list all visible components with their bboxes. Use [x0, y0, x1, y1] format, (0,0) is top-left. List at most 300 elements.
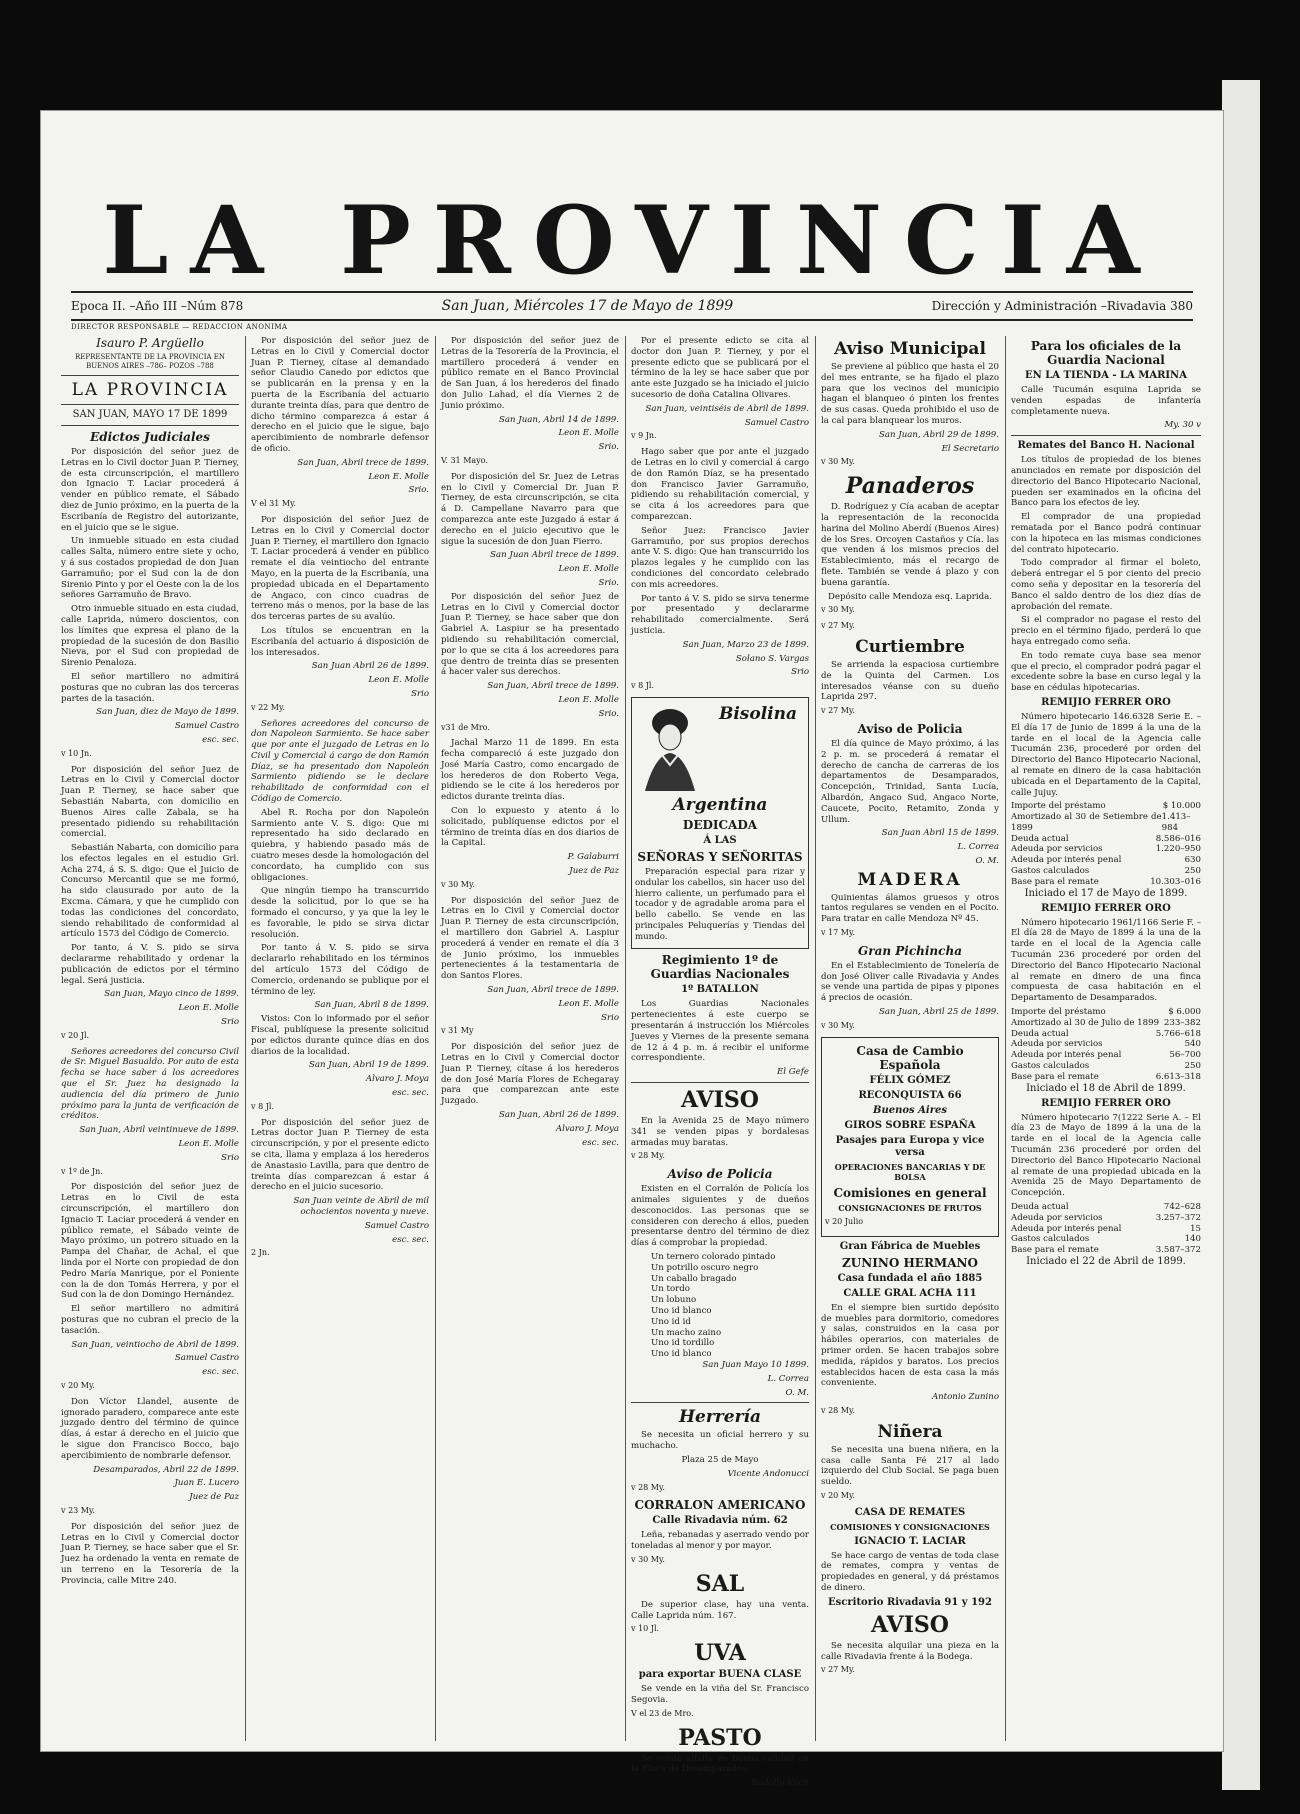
ad-expiry: v 17 My. — [821, 928, 855, 938]
ad-title: SAL — [695, 1570, 745, 1597]
edict-expiry: v 23 My. — [61, 1505, 95, 1515]
ledger-value: $ 6.000 — [1168, 1007, 1201, 1018]
edict-expiry: v 31 My — [441, 1026, 474, 1036]
ad-title: CORRALON AMERICANO — [634, 1498, 806, 1513]
ledger-label: Deuda actual — [1011, 1028, 1069, 1039]
ad-subtitle: DEDICADA — [682, 817, 758, 832]
edict-paragraph: Vistos: Con lo informado por el señor Fiscal, publíquese la presente solicitud por edictos durante quince días en dos diarios de la localidad. — [251, 1014, 429, 1057]
edict-signature-name: Leon E. Molle — [558, 428, 619, 439]
edict-signature-role: Juez de Paz — [569, 866, 619, 877]
ledger-row — [1011, 855, 1201, 866]
edict-signature-role: Srio — [601, 1012, 619, 1023]
ad-subtitle: EN LA TIENDA - LA MARINA — [1025, 370, 1187, 381]
ledger-row — [1011, 1202, 1201, 1213]
column-rule — [245, 336, 246, 1741]
agent-name: Isauro P. Argüello — [96, 336, 204, 350]
edict-signature-place: San Juan Abril 26 de 1899. — [311, 661, 429, 672]
animal-list-item: Un potrillo oscuro negro — [651, 1262, 759, 1273]
animal-list-item: Uno id tordillo — [651, 1338, 715, 1349]
edict-signature-name: Samuel Castro — [744, 417, 809, 428]
ledger-value: 5.766–618 — [1155, 1028, 1201, 1039]
ad-subtitle: Casa fundada el año 1885 — [837, 1272, 983, 1284]
ad-expiry: v 27 My. — [821, 1665, 855, 1675]
animal-list-item: Un macho zaino — [651, 1327, 722, 1338]
edict-signature-name: Leon E. Molle — [558, 564, 619, 575]
ad-text: Todo comprador al firmar el boleto, deberá entregar el 5 por ciento del precio como seña y depositar en la tesorería del Banco el saldo dentro de los diez días de aprobación del remate. — [1011, 558, 1201, 612]
ad-title: Bisolina — [718, 703, 798, 724]
edict-paragraph: Hago saber que por ante el juzgado de Letras en lo civil y comercial á cargo de don Ramón Díaz, se ha presentado don Francisco Javier Garramuño, pidiendo su rehabilitación comercial, y se cita á los acreedores para que comparezcan. — [631, 447, 809, 522]
ad-subtitle: 1º BATALLON — [681, 984, 759, 996]
ad-signature: Rodolfo Koch — [751, 1778, 809, 1789]
animal-list-item: Un caballo bragado — [651, 1273, 737, 1284]
ad-expiry: v 27 My. — [821, 621, 855, 631]
ad-line: GIROS SOBRE ESPAÑA — [844, 1119, 976, 1131]
ad-text: Existen en el Corralón de Policía los animales siguientes y de dueños desconocidos. Las personas que se consideren con derecho á ellos, pueden presentarse dentro del término de diez días á comprobar la propiedad. — [631, 1184, 809, 1249]
ledger-label: Adeuda por servicios — [1011, 1212, 1103, 1223]
ad-expiry: v 20 My. — [821, 1491, 855, 1500]
ad-expiry: My. 30 v — [1164, 420, 1201, 431]
ad-text: Los Guardias Nacionales pertenecientes á este cuerpo se presentarán á instrucción los Miércoles Jueves y Viernes de la presente semana de 12 á 4 p. m. á recibir el uniforme correspondiente. — [631, 999, 809, 1064]
ad-expiry: v 30 My. — [631, 1554, 665, 1564]
ledger-value: 1.220–950 — [1155, 844, 1201, 855]
ledger-value: 630 — [1184, 855, 1201, 866]
edict-signature-name: Samuel Castro — [364, 1220, 429, 1231]
ledger-value: 250 — [1184, 1061, 1201, 1072]
ad-text: Se necesita alquilar una pieza en la calle Rivadavia frente á la Bodega. — [821, 1640, 999, 1662]
edict-signature-name: Leon E. Molle — [558, 694, 619, 705]
ad-title: Herrería — [678, 1407, 762, 1428]
edict-expiry: v 20 Jl. — [61, 1030, 90, 1040]
ledger-label: Adeuda por interés penal — [1011, 1050, 1122, 1061]
ad-title: Aviso de Policia — [857, 721, 963, 736]
edict-signature-place: San Juan, Marzo 23 de 1899. — [682, 639, 809, 650]
edict-expiry: V el 31 My. — [251, 499, 297, 509]
ad-signature-name: L. Correa — [957, 842, 999, 853]
edict-paragraph: Por disposición del señor juez de Letras en lo Civil de esta circunscripción, el martillero don Ignacio T. Laciar procederá á vender en público remate, el Sábado veinte de Mayo próximo, un potrero situado en la Pampa del Chañar, de Achal, el que linda por el Norte con propiedad de don Pedro María Manrique, por el Poniente con la de don Tomás Herrera, y por el Sud con la de don Domingo Hernández. — [61, 1182, 239, 1301]
ledger-label: Gastos calculados — [1011, 1234, 1090, 1245]
section-title-edictos: Edictos Judiciales — [90, 430, 210, 444]
ad-text: De superior clase, hay una venta. Calle Laprida núm. 167. — [631, 1599, 809, 1621]
edict-signature-role: Srio — [221, 1017, 239, 1028]
ledger-value: 10.303–016 — [1150, 876, 1201, 887]
ledger-label: Base para el remate — [1011, 1245, 1099, 1256]
ledger-row — [1011, 1029, 1201, 1040]
ad-text: Leña, rebanadas y aserrado vendo por toneladas al menor y por mayor. — [631, 1530, 809, 1552]
ledger-value: 3.587–372 — [1155, 1245, 1201, 1256]
ad-expiry: v 30 My. — [821, 457, 855, 467]
masthead: LA PROVINCIA — [102, 186, 1162, 296]
auction-date: Iniciado el 17 de Mayo de 1899. — [1024, 887, 1188, 899]
animal-list — [631, 1252, 809, 1360]
ad-line: CONSIGNACIONES DE FRUTOS — [838, 1203, 982, 1214]
ad-title: Curtiembre — [855, 636, 965, 657]
ledger-row — [1011, 1234, 1201, 1245]
editorial-subline: DIRECTOR RESPONSABLE — REDACCION ANONIMA — [71, 323, 288, 331]
ad-text: Los títulos de propiedad de los bienes anunciados en remate por disposición del directorio del Banco Hipotecario Nacional, pueden ser examinados en la oficina del Banco para los efectos de ley. — [1011, 455, 1201, 509]
edict-expiry: v 8 Jl. — [251, 1101, 275, 1111]
edict-paragraph: Don Víctor Llandel, ausente de ignorado paradero, comparece ante este juzgado dentro del término de quince días, á estar á derecho en el juicio que le sigue don Francisco Bocco, bajo apercibimiento de nombrarle defensor. — [61, 1396, 239, 1461]
column-3 — [441, 336, 619, 1741]
ad-title: Regimiento 1º de Guardias Nacionales — [650, 953, 790, 982]
ad-signature: Antonio Zunino — [931, 1392, 999, 1403]
ad-title: Gran Fábrica de Muebles — [839, 1240, 981, 1252]
ad-title: PASTO — [678, 1724, 762, 1751]
ad-title: Para los oficiales de la Guardia Nacional — [1030, 339, 1182, 367]
edict-signature-role: esc. sec. — [392, 1088, 429, 1098]
edict-expiry: v 20 My. — [61, 1380, 95, 1390]
ledger-label: Amortizado al 30 de Setiembre de 1899 — [1011, 812, 1162, 833]
column-5 — [821, 336, 999, 1741]
edict-paragraph: Por disposición del Sr. Juez de Letras en lo Civil y Comercial Dr. Juan P. Tierney, de esta circunscripción, se cita á D. Campellane Navarro para que comparezca ante este Juzgado á estar á derecho en el juicio ejecutivo que le sigue la sucesión de don Juan Fierro. — [441, 471, 619, 547]
edict-paragraph: Por el presente edicto se cita al doctor don Juan P. Tierney, y por el presente edicto que se publicará por el término de la ley se hace saber que por ante este Juzgado se ha iniciado el juicio sucesorio de doña Catalina Olivares. — [631, 336, 809, 400]
edict-paragraph: Por disposición del señor Juez de Letras en lo Civil y Comercial doctor Juan P. Tierney, el martillero don Ignacio T. Laciar procederá á vender en público remate el día veintiocho del entrante Mayo, en la puerta de la Escribanía, una propiedad ubicada en el Departamento de Angaco, con cinco cuadras de terreno más o menos, por la base de las dos terceras partes de su avalúo. — [251, 514, 429, 623]
edict-paragraph: Otro inmueble situado en esta ciudad, calle Laprida, número doscientos, con los límites que expresa el plano de la propiedad de la sucesión de don Basilio Nieva, por el Sud con propiedad de Sirenio Penaloza. — [61, 604, 239, 669]
ad-text: El día quince de Mayo próximo, á las 2 p. m. se procederá á rematar el derecho de cancha de carreras de los departamentos de Desamparados, Concepción, Trinidad, Santa Lucía, Albardón, Angaco Sud, Angaco Norte, Caucete, Pocito, Retamito, Zonda y Ullum. — [821, 738, 999, 825]
edict-expiry: v 9 Jn. — [631, 431, 657, 441]
ad-text: Se necesita una buena niñera, en la casa calle Santa Fé 217 al lado izquierdo del Club Social. Se paga buen sueldo. — [821, 1444, 999, 1488]
ad-subtitle: RECONQUISTA 66 — [858, 1089, 962, 1101]
ledger-value: 540 — [1184, 1039, 1201, 1050]
edict-paragraph: El señor martillero no admitirá posturas que no cubran las dos terceras partes de la tasación. — [61, 671, 239, 704]
edict-signature-name: Leon E. Molle — [368, 471, 429, 482]
ad-title: Panaderos — [845, 473, 975, 500]
edict-paragraph: Jachal Marzo 11 de 1899. En esta fecha compareció á este juzgado don José María Castro, como encargado de los herederos de don Roberto Vega, pidiendo se le cite á los herederos por edictos durante treinta días. — [441, 738, 619, 803]
edict-signature-place: San Juan, Abril 8 de 1899. — [314, 1000, 429, 1011]
ad-text: Si el comprador no pagase el resto del precio en el término fijado, perderá lo que haya entregado como seña. — [1011, 615, 1201, 647]
ledger-row — [1011, 801, 1201, 812]
ledger-row — [1011, 1018, 1201, 1029]
auction-text: Número hipotecario 7(1222 Serie A. – El día 23 de Mayo de 1899 á la una de la tarde en el local de la Agencia calle Tucumán 236 procederé por orden del Directorio del Banco Hipotecario Nacional al remate de una propiedad ubicada en la Avenida 25 de Mayo Departamento de Concepción. — [1011, 1112, 1201, 1199]
ad-text: Quinientas álamos gruesos y otros tantos regulares se venden en el Pocito. Para tratar en calle Mendoza Nº 45. — [821, 892, 999, 925]
edict-paragraph: Por disposición del señor juez de Letras en lo Civil y Comercial doctor Juan P. Tierney, cítase al demandado señor Claudio Canedo por edictos que se publicarán en la prensa y en la puerta de la Escribanía del actuario durante treinta días, para que dentro de dicho término comparezca á estar á derecho en el juicio que le sigue, bajo apercibimiento de nombrarle defensor de oficio. — [251, 336, 429, 454]
edict-expiry: 2 Jn. — [251, 1248, 270, 1258]
edict-signature-place: San Juan, Abril 19 de 1899. — [308, 1060, 429, 1071]
edict-signature-role: esc. sec. — [582, 1137, 619, 1148]
edict-signature-place: San Juan, Abril veintinueve de 1899. — [79, 1125, 239, 1136]
edict-signature-name: Alvaro J. Moya — [555, 1123, 619, 1134]
ledger-label: Importe del préstamo — [1011, 801, 1106, 812]
ad-subtitle: Buenos Aires — [873, 1104, 947, 1116]
ad-expiry: v 28 My. — [821, 1406, 855, 1416]
edict-signature-place: San Juan, Abril trece de 1899. — [487, 681, 619, 692]
edict-paragraph: Por disposición del señor juez de Letras de la Tesorería de la Provincia, el martillero procederá á vender en público remate en el Banco Provincial de San Juan, á los herederos del finado don Julio Lahad, el día Viernes 2 de Junio próximo. — [441, 336, 619, 411]
animal-list-item: Uno id blanco — [651, 1306, 712, 1317]
ad-title: Casa de Cambio Española — [856, 1043, 964, 1072]
edict-paragraph: Con lo expuesto y atento á lo solicitado, publíquense edictos por el término de treinta días en dos diarios de la Capital. — [441, 806, 619, 849]
edict-signature-name: Samuel Castro — [174, 721, 239, 732]
animal-list-item: Un lobuno — [651, 1295, 697, 1306]
ad-text: Se arrienda la espaciosa curtiembre de la Quinta del Carmen. Los interesados véanse con su dueño Laprida 297. — [821, 659, 999, 703]
auction-date: Iniciado el 18 de Abril de 1899. — [1026, 1082, 1186, 1094]
edict-signature-name: Solano S. Vargas — [735, 653, 809, 664]
edict-signature-place: San Juan, Abril trece de 1899. — [487, 985, 619, 996]
ad-text: El comprador de una propiedad rematada por el Banco podrá continuar con la hipoteca en las mismas condiciones del contrato hipotecario. — [1011, 512, 1201, 555]
edict-signature-name: Juan E. Lucero — [174, 1478, 239, 1489]
edict-signature-name: Alvaro J. Moya — [365, 1074, 429, 1085]
ad-text: D. Rodríguez y Cía acaban de aceptar la representación de la reconocida harina del Molino Aberdí (Buenos Aires) de los Sres. Orcoyen Castaños y Cía. las que venden á los mismos precios del Establecimiento, más el recargo de flete. También se vende á plazo y con buena garantía. — [821, 502, 999, 588]
dateline-bar — [71, 291, 1193, 321]
ad-line: OPERACIONES BANCARIAS Y DE BOLSA — [834, 1161, 986, 1183]
ad-title: Remates del Banco H. Nacional — [1017, 440, 1195, 452]
ad-subtitle: COMISIONES Y CONSIGNACIONES — [830, 1521, 990, 1532]
ad-line: Pasajes para Europa y vice versa — [835, 1134, 985, 1158]
agent-subtitle: REPRESENTANTE DE LA PROVINCIA EN BUENOS AIRES –786– POZOS –788 — [74, 353, 226, 370]
ad-title: Aviso Municipal — [834, 339, 986, 359]
ad-subtitle: FÉLIX GÓMEZ — [869, 1074, 951, 1086]
ad-signature-role: O. M. — [975, 855, 999, 866]
ad-line: Comisiones en general — [833, 1186, 987, 1201]
edict-paragraph: Por tanto á V. S. pido se sirva declararlo rehabilitado en los términos del artículo 1573 del Código de Comercio, ordenando se publique por el término de ley. — [251, 943, 429, 997]
ad-signature-name: El Secretario — [941, 443, 999, 454]
edict-signature-name: Leon E. Molle — [558, 998, 619, 1009]
ledger-label: Adeuda por interés penal — [1011, 1223, 1122, 1234]
edict-signature-role: Srio — [791, 667, 809, 678]
edict-paragraph: Por disposición del señor juez de Letras en lo Civil y Comercial doctor Juan P. Tierney, se hace saber que el Sr. Juez ha ordenado la venta en remate de un terreno en la Tesorería de la Provincia, calle Mitre 240. — [61, 1521, 239, 1586]
ad-subtitle: Calle Rivadavia núm. 62 — [652, 1515, 788, 1527]
edict-signature-name: Samuel Castro — [174, 1353, 239, 1364]
ledger-value: 56–700 — [1169, 1050, 1201, 1061]
ad-subtitle: Á LAS — [703, 834, 737, 846]
edict-signature-role: Srio — [411, 688, 429, 699]
edict-signature-place: Desamparados, Abril 22 de 1899. — [93, 1464, 239, 1475]
edict-expiry: v 10 Jn. — [61, 748, 92, 758]
edict-paragraph: Por disposición del señor Juez de Letras en lo Civil y Comercial doctor Juan P. Tierney, se hace saber que Sebastián Nabarta, con domicilio en Buenos Aires calle Zabala, se ha presentado pidiendo su rehabilitación comercial. — [61, 764, 239, 840]
edict-signature-place: San Juan, Mayo cinco de 1899. — [104, 989, 239, 1000]
edict-signature-place: San Juan veinte de Abril de mil ochocientos noventa y nueve. — [293, 1196, 429, 1217]
column-rule — [1005, 336, 1006, 1741]
edict-expiry: v 22 My. — [251, 702, 285, 712]
edict-paragraph: Por tanto á V. S. pido se sirva tenerme por presentado y declararme rehabilitado comercialmente. Será justicia. — [631, 593, 809, 636]
ad-text: En el siempre bien surtido depósito de muebles para dormitorio, comedores y salas, construidos en la casa por hábiles operarios, con materiales de primer orden. Se hacen trabajos sobre medida, rápidos y baratos. Los precios establecidos hacen de esta casa la más conveniente. — [821, 1302, 999, 1389]
ad-expiry: v 30 My. — [821, 605, 855, 615]
ad-signature-role: O. M. — [785, 1387, 809, 1398]
edict-paragraph: Por disposición del señor juez de Letras en lo Civil doctor Juan P. Tierney, de esta circunscripción, el martillero don Ignacio T. Laciar procederá á vender en público remate, el Sábado diez de Junio próximo, en la puerta de la Escribanía de Registro del autorizante, en el juicio que se le sigue. — [61, 447, 239, 533]
ad-signature: El Gefe — [777, 1067, 809, 1078]
edict-paragraph: Por tanto, á V. S. pido se sirva declararme rehabilitado y ordenar la publicación de edictos por el término legal. Será justicia. — [61, 943, 239, 986]
ad-text: Se hace cargo de ventas de toda clase de remates, compra y ventas de propiedades en general, y dá préstamos de dinero. — [821, 1550, 999, 1593]
edict-expiry: v 30 My. — [441, 879, 475, 889]
ledger-label: Base para el remate — [1011, 876, 1099, 887]
ledger-row — [1011, 1213, 1201, 1224]
ad-title: Niñera — [877, 1421, 943, 1442]
edict-signature-role: esc. sec. — [202, 734, 239, 745]
edict-signature-place: San Juan, Abril 26 de 1899. — [498, 1110, 619, 1120]
scan-edge-right — [1222, 80, 1260, 1790]
ad-title: Aviso de Policia — [667, 1167, 773, 1182]
edict-expiry: V. 31 Mayo. — [441, 455, 488, 465]
animal-list-item: Uno id blanco — [651, 1349, 712, 1360]
ledger-label: Base para el remate — [1011, 1071, 1099, 1082]
local-date: SAN JUAN, MAYO 17 DE 1899 — [72, 409, 228, 420]
ad-text: Preparación especial para rizar y ondular los cabellos, sin hacer uso del hierro caliente, un perfumado para el tocador y de agradable aroma para el bello cabello. Se vende en las principales Peluquerías y Tiendas del mundo. — [635, 866, 805, 942]
ad-title: AVISO — [681, 1087, 759, 1114]
ad-expiry: v 30 My. — [821, 1020, 855, 1030]
ledger-row — [1011, 1039, 1201, 1050]
edict-expiry: v31 de Mro. — [441, 722, 490, 732]
ledger-row — [1011, 877, 1201, 888]
auction-ledger — [1011, 1007, 1201, 1083]
animal-list-item: Un ternero colorado pintado — [651, 1252, 776, 1263]
ledger-label: Adeuda por interés penal — [1011, 855, 1122, 866]
ledger-value: $ 10.000 — [1162, 801, 1201, 812]
edict-paragraph: Señores acreedores del concurso Civil de Sr. Miguel Basualdo. Por auto de esta fecha se hace saber á los acreedores que el Sr. Juez ha designado la audiencia del día primero de Junio próximo para la junta de verificación de créditos. — [61, 1046, 239, 1122]
issue-date: San Juan, Miércoles 17 de Mayo de 1899 — [441, 298, 734, 314]
ad-subtitle: CALLE GRAL ACHA 111 — [843, 1287, 977, 1299]
ad-title: CASA DE REMATES — [854, 1506, 966, 1518]
column-1 — [61, 336, 239, 1741]
ad-title: Argentina — [672, 794, 768, 815]
ad-subtitle: para exportar BUENA CLASE — [638, 1669, 802, 1681]
ad-text: En el Establecimiento de Tonelería de don José Oliver calle Rivadavia y Andes se vende una partida de pipas y pipones á precios de ocasión. — [821, 960, 999, 1004]
ad-subtitle: ZUNINO HERMANO — [842, 1255, 978, 1270]
edict-signature-role: Srio. — [598, 442, 619, 453]
edict-paragraph: Los títulos se encuentran en la Escribanía del actuario á disposición de los interesados. — [251, 625, 429, 658]
edict-signature-role: Srio — [221, 1152, 239, 1163]
animal-list-item: Un tordo — [651, 1284, 690, 1295]
columns-area — [61, 336, 1203, 1789]
edict-signature-role: esc. sec. — [392, 1234, 429, 1245]
auction-text: Número hipotecario 1961/1166 Serie F. – El día 28 de Mayo de 1899 á la una de la tarde en el local de la Agencia calle Tucumán 236 procederé por orden del Directorio del Banco Hipotecario Nacional al remate en dinero de una finca compuesta de casa habitación en el Departamento de Desamparados. — [1011, 917, 1201, 1004]
edict-expiry: v 1º de Jn. — [61, 1166, 103, 1176]
ledger-value: 15 — [1190, 1223, 1201, 1234]
ledger-row — [1011, 812, 1201, 834]
column-4 — [631, 336, 809, 1789]
edict-signature-place: San Juan, Abril trece de 1899. — [297, 457, 429, 468]
ledger-label: Amortizado al 30 de Julio de 1899 — [1011, 1017, 1160, 1028]
auction-title: REMIJIO FERRER ORO — [1041, 1097, 1171, 1109]
ledger-value: 3.257–372 — [1155, 1212, 1201, 1223]
edict-signature-place: San Juan Abril trece de 1899. — [490, 550, 619, 561]
edict-signature-role: Juez de Paz — [189, 1492, 239, 1503]
ad-text: Depósito calle Mendoza esq. Laprida. — [828, 591, 992, 602]
ledger-label: Deuda actual — [1011, 833, 1069, 844]
edict-paragraph: Señor Juez: Francisco Javier Garramuño, por sus propios derechos ante V. S. digo: Que han transcurrido los plazos legales y he cumplido con las condiciones del concordato celebrado con mis acreedores. — [631, 525, 809, 590]
ledger-label: Importe del préstamo — [1011, 1007, 1106, 1018]
edict-paragraph: Sebastián Nabarta, con domicilio para los efectos legales en el estudio Grl. Acha 274, á S. S. digo: Que el Juicio de Concurso Mercantil que se me formó, ha sido clausurado por auto de la Excma. Cámara, y que he cumplido con todas las condiciones del concordato, siendo rehabilitado de conformidad al artículo 1573 del Código de Comercio. — [61, 843, 239, 940]
ledger-value: 6.613–318 — [1155, 1071, 1201, 1082]
woman-portrait-illustration — [635, 703, 705, 793]
ad-bisolina — [631, 697, 809, 950]
administration-address: Dirección y Administración –Rivadavia 380 — [931, 299, 1193, 313]
ad-expiry: V el 23 de Mro. — [631, 1708, 694, 1718]
edict-paragraph: Señores acreedores del concurso de don Napoleon Sarmiento. Se hace saber que por ante el juzgado de Letras en lo Civil y Comercial á cargo de don Ramón Díaz, se ha presentado don Napoleón Sarmiento pidiendo se le declare rehabilitado de conformidad con el Código de Comercio. — [251, 718, 429, 805]
ledger-label: Deuda actual — [1011, 1202, 1069, 1212]
edict-signature-role: esc. sec. — [202, 1367, 239, 1378]
ledger-value: 742–628 — [1163, 1202, 1201, 1212]
edict-expiry: v 8 Jl. — [631, 681, 655, 691]
ad-subtitle: SEÑORAS Y SEÑORITAS — [637, 849, 803, 864]
ledger-row — [1011, 1050, 1201, 1061]
auction-ledger — [1011, 801, 1201, 887]
edict-paragraph: El señor martillero no admitirá posturas que no cubran el precio de la tasación. — [61, 1304, 239, 1336]
auction-ledger — [1011, 1202, 1201, 1256]
ledger-row — [1011, 844, 1201, 855]
ledger-value: 250 — [1184, 866, 1201, 877]
ad-text: Calle Tucumán esquina Laprida se venden espadas de infantería completamente nueva. — [1011, 385, 1201, 417]
newspaper-page — [40, 110, 1224, 1789]
column-2 — [251, 336, 429, 1741]
ad-signature-name: L. Correa — [767, 1373, 809, 1384]
issue-number: Epoca II. –Año III –Núm 878 — [71, 299, 244, 313]
ad-address: Escritorio Rivadavia 91 y 192 — [828, 1596, 992, 1608]
paper-name: LA PROVINCIA — [71, 380, 229, 400]
edict-paragraph: Abel R. Rocha por don Napoleón Sarmiento ante V. S. digo: Que mi representado ha sido declarado en quiebra, y habiendo pasado más de cuatro meses desde la homologación del concordato, ha cumplido con sus obligaciones. — [251, 807, 429, 883]
edict-paragraph: Por disposición del señor Juez de Letras en lo Civil y Comercial doctor Juan P. Tierney de esta circunscripción, el martillero don Gabriel A. Laspiur procederá á vender en remate el día 3 de Junio próximo, los inmuebles pertenecientes á la testamentaria de don Santos Flores. — [441, 895, 619, 982]
ad-subtitle: IGNACIO T. LACIAR — [854, 1535, 966, 1547]
edict-paragraph: Por disposición del señor juez de Letras en lo Civil y Comercial doctor Juan P. Tierney, cítase á los herederos de don José María Flores de Echegaray para que comparezcan ante este Juzgado. — [441, 1042, 619, 1107]
ledger-label: Adeuda por servicios — [1011, 1039, 1103, 1050]
ad-text: Se necesita un oficial herrero y su muchacho. — [631, 1430, 809, 1452]
ledger-value: 8.586–016 — [1155, 833, 1201, 844]
edict-signature-role: Srio. — [408, 485, 429, 496]
ledger-value: 1.413–984 — [1161, 812, 1191, 833]
edict-signature-place: San Juan, veintiséis de Abril de 1899. — [645, 403, 809, 414]
ad-text: Se vende alfalfa de buena calidad en la Finca de Desamparados. — [631, 1753, 809, 1775]
edict-signature-role: Srio. — [598, 577, 619, 588]
ledger-value: 233–382 — [1163, 1017, 1201, 1028]
ad-title: AVISO — [871, 1611, 949, 1638]
ad-expiry: v 28 My. — [631, 1151, 665, 1161]
ad-text: Se vende en la viña del Sr. Francisco Segovia. — [631, 1684, 809, 1705]
ledger-label: Gastos calculados — [1011, 1061, 1090, 1072]
edict-paragraph: Un inmueble situado en esta ciudad calles Salta, número entre siete y ocho, y á sus costados propiedad de don Juan Garramuño; por el Sud con la de don Sirenio Pinto y por el Oeste con la de los señores Garramuño de Bravo. — [61, 536, 239, 601]
ad-text: Plaza 25 de Mayo — [681, 1454, 759, 1465]
ad-expiry: v 27 My. — [821, 706, 855, 716]
edict-signature-role: Srio. — [598, 708, 619, 719]
ledger-row — [1011, 1007, 1201, 1018]
ad-expiry: v 28 My. — [631, 1482, 665, 1492]
ad-text: En la Avenida 25 de Mayo número 341 se venden pipas y bordalesas armadas muy baratas. — [631, 1116, 809, 1148]
ad-signature-place: San Juan, Abril 25 de 1899. — [878, 1007, 999, 1018]
ad-casa-de-cambio — [821, 1037, 999, 1237]
ad-title: Gran Pichincha — [858, 943, 962, 958]
ad-signature-place: San Juan, Abril 29 de 1899. — [878, 429, 999, 440]
edict-signature-name: Leon E. Molle — [178, 1139, 239, 1150]
column-rule — [815, 336, 816, 1741]
edict-signature-name: Leon E. Molle — [368, 675, 429, 686]
edict-signature-name: Leon E. Molle — [178, 1003, 239, 1014]
edict-signature-name: P. Galaburri — [567, 852, 619, 863]
auction-title: REMIJIO FERRER ORO — [1041, 902, 1171, 914]
ledger-row — [1011, 1224, 1201, 1235]
ad-expiry: v 10 Jl. — [631, 1624, 660, 1634]
ledger-value: 140 — [1184, 1234, 1201, 1245]
ledger-label: Adeuda por servicios — [1011, 844, 1103, 855]
ad-title: MADERA — [857, 869, 963, 890]
ad-text: En todo remate cuya base sea menor que el precio, el comprador podrá pagar el excedente sobre la base en curso legal y la base en cédulas hipotecarias. — [1011, 650, 1201, 694]
ledger-row — [1011, 866, 1201, 877]
ad-text: Se previene al público que hasta el 20 del mes entrante, se ha fijado el plazo para que los vecinos del municipio hagan el blanqueo ó pinten los frentes de sus casas. Queda prohibido el uso de la cal para blanquear los muros. — [821, 362, 999, 426]
ad-title: UVA — [694, 1640, 746, 1667]
edict-paragraph: Por disposición del señor Juez de Letras en lo Civil y Comercial doctor Juan P. Tierney, se hace saber que don Gabriel A. Laspiur se ha presentado pidiendo su rehabilitación comercial, por lo que se cita á los acreedores para que dentro de treinta días se presenten á hacer valer sus derechos. — [441, 591, 619, 678]
column-rule — [435, 336, 436, 1741]
ad-signature: Vicente Andonucci — [727, 1468, 809, 1479]
edict-signature-place: San Juan, Abril 14 de 1899. — [498, 414, 619, 425]
ad-signature-place: San Juan Mayo 10 1899. — [702, 1360, 809, 1370]
auction-text: Número hipotecario 146.6328 Serie E. – El día 17 de Junio de 1899 á la una de la tarde en el local de la Agencia calle Tucumán 236, procederé por orden del Directorio del Banco Hipotecario Nacional, al remate en dinero de la casa habitación ubicada en el Departamento de la Capital, calle Jujuy. — [1011, 711, 1201, 798]
auction-title: REMIJIO FERRER ORO — [1041, 696, 1171, 708]
ad-expiry: v 20 Julio — [825, 1217, 864, 1227]
ad-signature-place: San Juan Abril 15 de 1899. — [881, 828, 999, 839]
ledger-row — [1011, 1061, 1201, 1072]
ledger-label: Gastos calculados — [1011, 866, 1090, 877]
edict-paragraph: Por disposición del señor juez de Letras doctor Juan P. Tierney de esta circunscripción, y por el presente edicto se cita, llama y emplaza á los herederos de Anastasio Lavilla, para que dentro de treinta días comparezcan á estar á derecho en el juicio sucesorio. — [251, 1117, 429, 1193]
scan-background-top — [0, 0, 1300, 60]
edict-signature-place: San Juan, diez de Mayo de 1899. — [96, 707, 239, 718]
edict-signature-place: San Juan, veintiocho de Abril de 1899. — [71, 1339, 239, 1350]
ledger-row — [1011, 1072, 1201, 1083]
ledger-row — [1011, 834, 1201, 845]
